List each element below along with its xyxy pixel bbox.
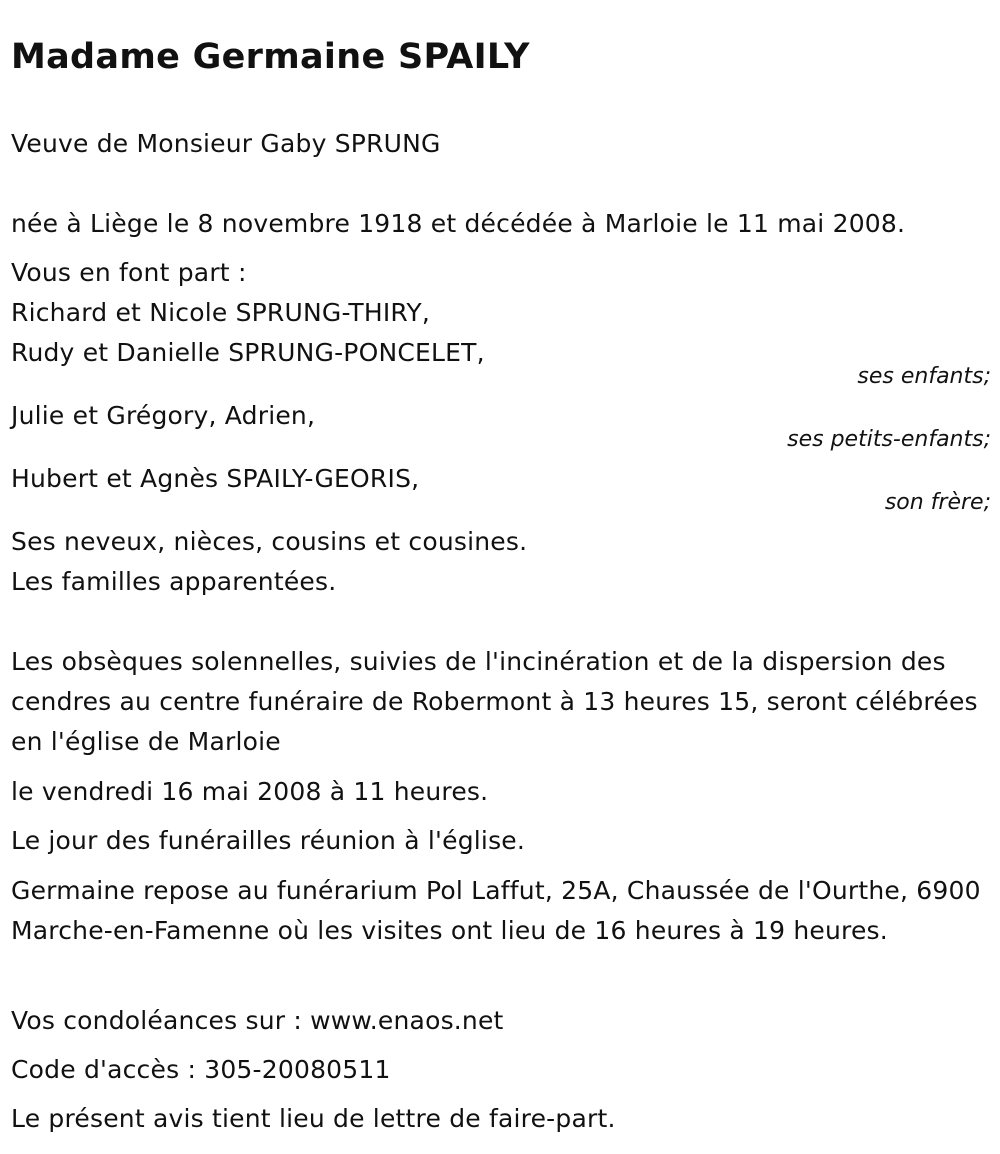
funeral-date-line: le vendredi 16 mai 2008 à 11 heures. (11, 777, 489, 806)
condolences-line: Vos condoléances sur : www.enaos.net (11, 1006, 504, 1035)
notice-line: Le présent avis tient lieu de lettre de faire-part. (11, 1104, 616, 1133)
announce-intro: Vous en font part : (11, 258, 247, 287)
widow-line: Veuve de Monsieur Gaby SPRUNG (11, 129, 441, 158)
brother-line: Hubert et Agnès SPAILY-GEORIS, (11, 464, 420, 493)
child-line-1: Richard et Nicole SPRUNG-THIRY, (11, 298, 431, 327)
child-line-2: Rudy et Danielle SPRUNG-PONCELET, (11, 338, 485, 367)
gathering-line: Le jour des funérailles réunion à l'église. (11, 826, 526, 855)
extended-family-line-2: Les familles apparentées. (11, 567, 337, 596)
page-title: Madame Germaine SPAILY (11, 37, 530, 77)
birth-death-line: née à Liège le 8 novembre 1918 et décédée à Marloie le 11 mai 2008. (11, 209, 906, 238)
grandchildren-role: ses petits-enfants; (787, 427, 991, 452)
brother-role: son frère; (884, 490, 991, 515)
children-role: ses enfants; (857, 364, 991, 389)
funeral-paragraph: Les obsèques solennelles, suivies de l'incinération et de la dispersion des cendres au centre funéraire de Robermont à 13 heures 15, seront célébrées en l'église de Marloie (11, 647, 978, 756)
resting-place-paragraph: Germaine repose au funérarium Pol Laffut, 25A, Chaussée de l'Ourthe, 6900 Marche-en-Famenne où les visites ont lieu de 16 heures à 19 heures. (11, 876, 981, 945)
extended-family-line-1: Ses neveux, nièces, cousins et cousines. (11, 527, 528, 556)
access-code-line: Code d'accès : 305-20080511 (11, 1055, 391, 1084)
grandchildren-line: Julie et Grégory, Adrien, (11, 401, 316, 430)
